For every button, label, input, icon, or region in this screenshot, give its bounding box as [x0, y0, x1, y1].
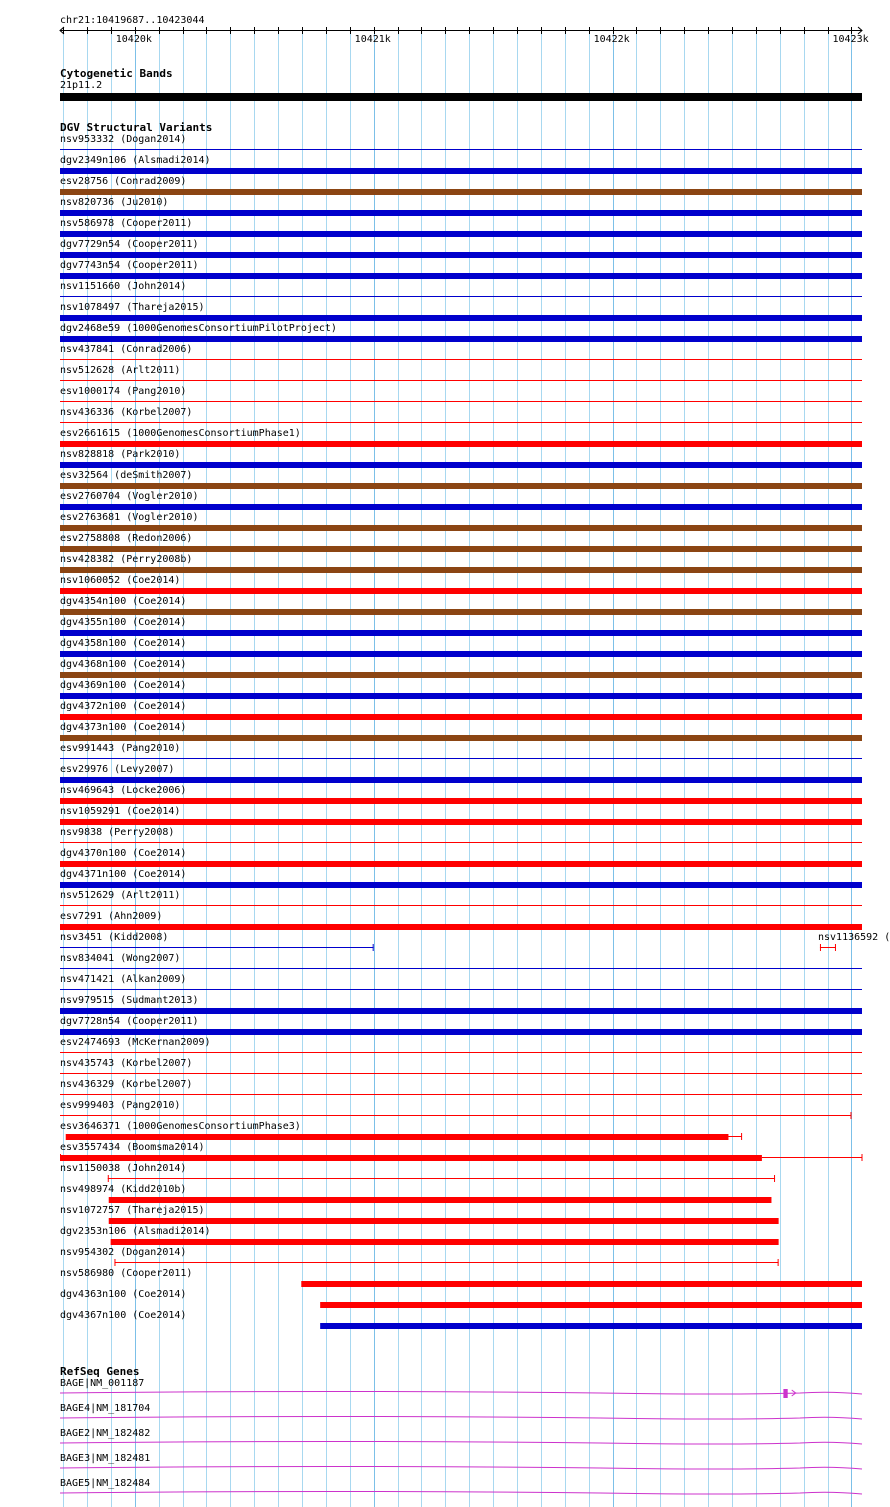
dgv-track-label: nsv437841 (Conrad2006) — [60, 344, 193, 355]
sv-bar — [60, 483, 862, 489]
dgv-track-label: dgv7743n54 (Cooper2011) — [60, 260, 199, 271]
ruler-tick-label: 10421k — [354, 34, 391, 45]
dgv-track-label: nsv1151660 (John2014) — [60, 281, 187, 292]
dgv-track-label: esv29976 (Levy2007) — [60, 764, 175, 775]
refseq-gene-label: BAGE2|NM_182482 — [60, 1428, 151, 1439]
dgv-track-label: nsv953332 (Dogan2014) — [60, 134, 187, 145]
dgv-track-label: nsv586978 (Cooper2011) — [60, 218, 193, 229]
sv-bar — [60, 798, 862, 804]
dgv-track-label: dgv4372n100 (Coe2014) — [60, 701, 187, 712]
sv-bar — [60, 693, 862, 699]
sv-bar — [60, 882, 862, 888]
dgv-track-label: nsv428382 (Perry2008b) — [60, 554, 193, 565]
dgv-track-label: nsv471421 (Alkan2009) — [60, 974, 187, 985]
dgv-track-label: esv3557434 (Boomsma2014) — [60, 1142, 205, 1153]
sv-bar — [60, 1008, 862, 1014]
sv-bar — [60, 1155, 762, 1161]
gene-intron-line — [60, 1417, 862, 1420]
sv-bar — [66, 1134, 729, 1140]
sv-bar — [60, 168, 862, 174]
sv-bar — [60, 504, 862, 510]
dgv-track-label: nsv1072757 (Thareja2015) — [60, 1205, 205, 1216]
dgv-track-label: dgv4373n100 (Coe2014) — [60, 722, 187, 733]
dgv-track-label: dgv2468e59 (1000GenomesConsortiumPilotProject) — [60, 323, 337, 334]
gene-intron-line — [60, 1442, 862, 1445]
sv-bar — [60, 336, 862, 342]
sv-bar — [301, 1281, 862, 1287]
refseq-track-title: RefSeq Genes — [60, 1365, 140, 1378]
sv-bar — [60, 735, 862, 741]
dgv-track-label: dgv4354n100 (Coe2014) — [60, 596, 187, 607]
dgv-track-label: dgv4370n100 (Coe2014) — [60, 848, 187, 859]
dgv-track-label: nsv820736 (Ju2010) — [60, 197, 169, 208]
dgv-track-label: esv2763681 (Vogler2010) — [60, 512, 199, 523]
sv-bar — [60, 861, 862, 867]
sv-bar — [60, 777, 862, 783]
dgv-track-label: dgv2353n106 (Alsmadi2014) — [60, 1226, 211, 1237]
dgv-track-label: nsv1060052 (Coe2014) — [60, 575, 181, 586]
dgv-track-label: nsv834041 (Wong2007) — [60, 953, 181, 964]
dgv-track-label: esv2661615 (1000GenomesConsortiumPhase1) — [60, 428, 301, 439]
dgv-track-label: dgv4355n100 (Coe2014) — [60, 617, 187, 628]
sv-bar — [60, 672, 862, 678]
sv-bar — [109, 1218, 779, 1224]
sv-bar — [60, 714, 862, 720]
dgv-track-label: nsv9838 (Perry2008) — [60, 827, 175, 838]
dgv-track-label: dgv4369n100 (Coe2014) — [60, 680, 187, 691]
dgv-track-label: esv2474693 (McKernan2009) — [60, 1037, 211, 1048]
dgv-track-label: nsv586980 (Cooper2011) — [60, 1268, 193, 1279]
dgv-track-label: nsv436336 (Korbel2007) — [60, 407, 193, 418]
dgv-track-label: dgv7729n54 (Cooper2011) — [60, 239, 199, 250]
sv-extra-label: nsv1136592 ( — [818, 932, 890, 943]
dgv-track-label: nsv498974 (Kidd2010b) — [60, 1184, 187, 1195]
dgv-track-label: nsv1059291 (Coe2014) — [60, 806, 181, 817]
dgv-track-label: nsv828818 (Park2010) — [60, 449, 181, 460]
sv-bar — [60, 210, 862, 216]
sv-bar — [60, 1029, 862, 1035]
cytoband-bar — [60, 93, 862, 101]
dgv-track-label: nsv435743 (Korbel2007) — [60, 1058, 193, 1069]
gene-intron-line — [60, 1392, 862, 1395]
sv-bar — [320, 1302, 862, 1308]
dgv-track-label: nsv436329 (Korbel2007) — [60, 1079, 193, 1090]
sv-bar — [60, 273, 862, 279]
refseq-gene-label: BAGE|NM_001187 — [60, 1378, 145, 1389]
ruler-tick-label: 10422k — [593, 34, 630, 45]
dgv-track-label: dgv2349n106 (Alsmadi2014) — [60, 155, 211, 166]
dgv-track-label: nsv469643 (Locke2006) — [60, 785, 187, 796]
locus-label: chr21:10419687..10423044 — [60, 15, 205, 26]
dgv-track-label: nsv1150038 (John2014) — [60, 1163, 187, 1174]
sv-bar — [111, 1239, 779, 1245]
dgv-track-label: esv1000174 (Pang2010) — [60, 386, 187, 397]
dgv-track-label: esv991443 (Pang2010) — [60, 743, 181, 754]
dgv-track-label: dgv4371n100 (Coe2014) — [60, 869, 187, 880]
ruler-tick-label: 10420k — [115, 34, 152, 45]
sv-bar — [60, 630, 862, 636]
dgv-track-label: esv3646371 (1000GenomesConsortiumPhase3) — [60, 1121, 301, 1132]
sv-bar — [60, 525, 862, 531]
refseq-gene-label: BAGE3|NM_182481 — [60, 1453, 151, 1464]
dgv-track-title: DGV Structural Variants — [60, 121, 213, 134]
sv-bar — [60, 231, 862, 237]
cytoband-label: 21p11.2 — [60, 80, 103, 91]
dgv-track-label: esv32564 (deSmith2007) — [60, 470, 193, 481]
sv-bar — [60, 189, 862, 195]
dgv-track-label: esv2760704 (Vogler2010) — [60, 491, 199, 502]
refseq-gene-label: BAGE5|NM_182484 — [60, 1478, 151, 1489]
dgv-track-label: nsv3451 (Kidd2008) — [60, 932, 169, 943]
gene-intron-line — [60, 1467, 862, 1470]
dgv-track-label: dgv4358n100 (Coe2014) — [60, 638, 187, 649]
sv-bar — [320, 1323, 862, 1329]
ruler[interactable] — [60, 27, 862, 34]
sv-bar — [60, 924, 862, 930]
dgv-track-label: nsv512628 (Arlt2011) — [60, 365, 181, 376]
dgv-track-label: esv7291 (Ahn2009) — [60, 911, 163, 922]
dgv-track-label: dgv4363n100 (Coe2014) — [60, 1289, 187, 1300]
dgv-track-label: nsv1078497 (Thareja2015) — [60, 302, 205, 313]
sv-bar — [109, 1197, 772, 1203]
sv-bar — [60, 588, 862, 594]
sv-bar — [60, 441, 862, 447]
sv-bar — [60, 609, 862, 615]
sv-bar — [60, 462, 862, 468]
gene-intron-line — [60, 1492, 862, 1495]
refseq-gene-label: BAGE4|NM_181704 — [60, 1403, 151, 1414]
dgv-track-label: dgv7728n54 (Cooper2011) — [60, 1016, 199, 1027]
ruler-tick-label: 10423k — [832, 34, 869, 45]
sv-bar — [60, 315, 862, 321]
dgv-track-label: esv28756 (Conrad2009) — [60, 176, 187, 187]
sv-bar — [60, 252, 862, 258]
dgv-track-label: nsv954302 (Dogan2014) — [60, 1247, 187, 1258]
sv-bar — [60, 567, 862, 573]
dgv-track-label: dgv4367n100 (Coe2014) — [60, 1310, 187, 1321]
dgv-track-label: esv2758808 (Redon2006) — [60, 533, 193, 544]
sv-bar — [60, 546, 862, 552]
dgv-track-label: nsv512629 (Arlt2011) — [60, 890, 181, 901]
dgv-track-label: nsv979515 (Sudmant2013) — [60, 995, 199, 1006]
gene-exon — [783, 1389, 787, 1398]
dgv-track-label: esv999403 (Pang2010) — [60, 1100, 181, 1111]
dgv-track-label: dgv4368n100 (Coe2014) — [60, 659, 187, 670]
cytoband-track-title: Cytogenetic Bands — [60, 67, 173, 80]
sv-bar — [60, 819, 862, 825]
sv-bar — [60, 651, 862, 657]
